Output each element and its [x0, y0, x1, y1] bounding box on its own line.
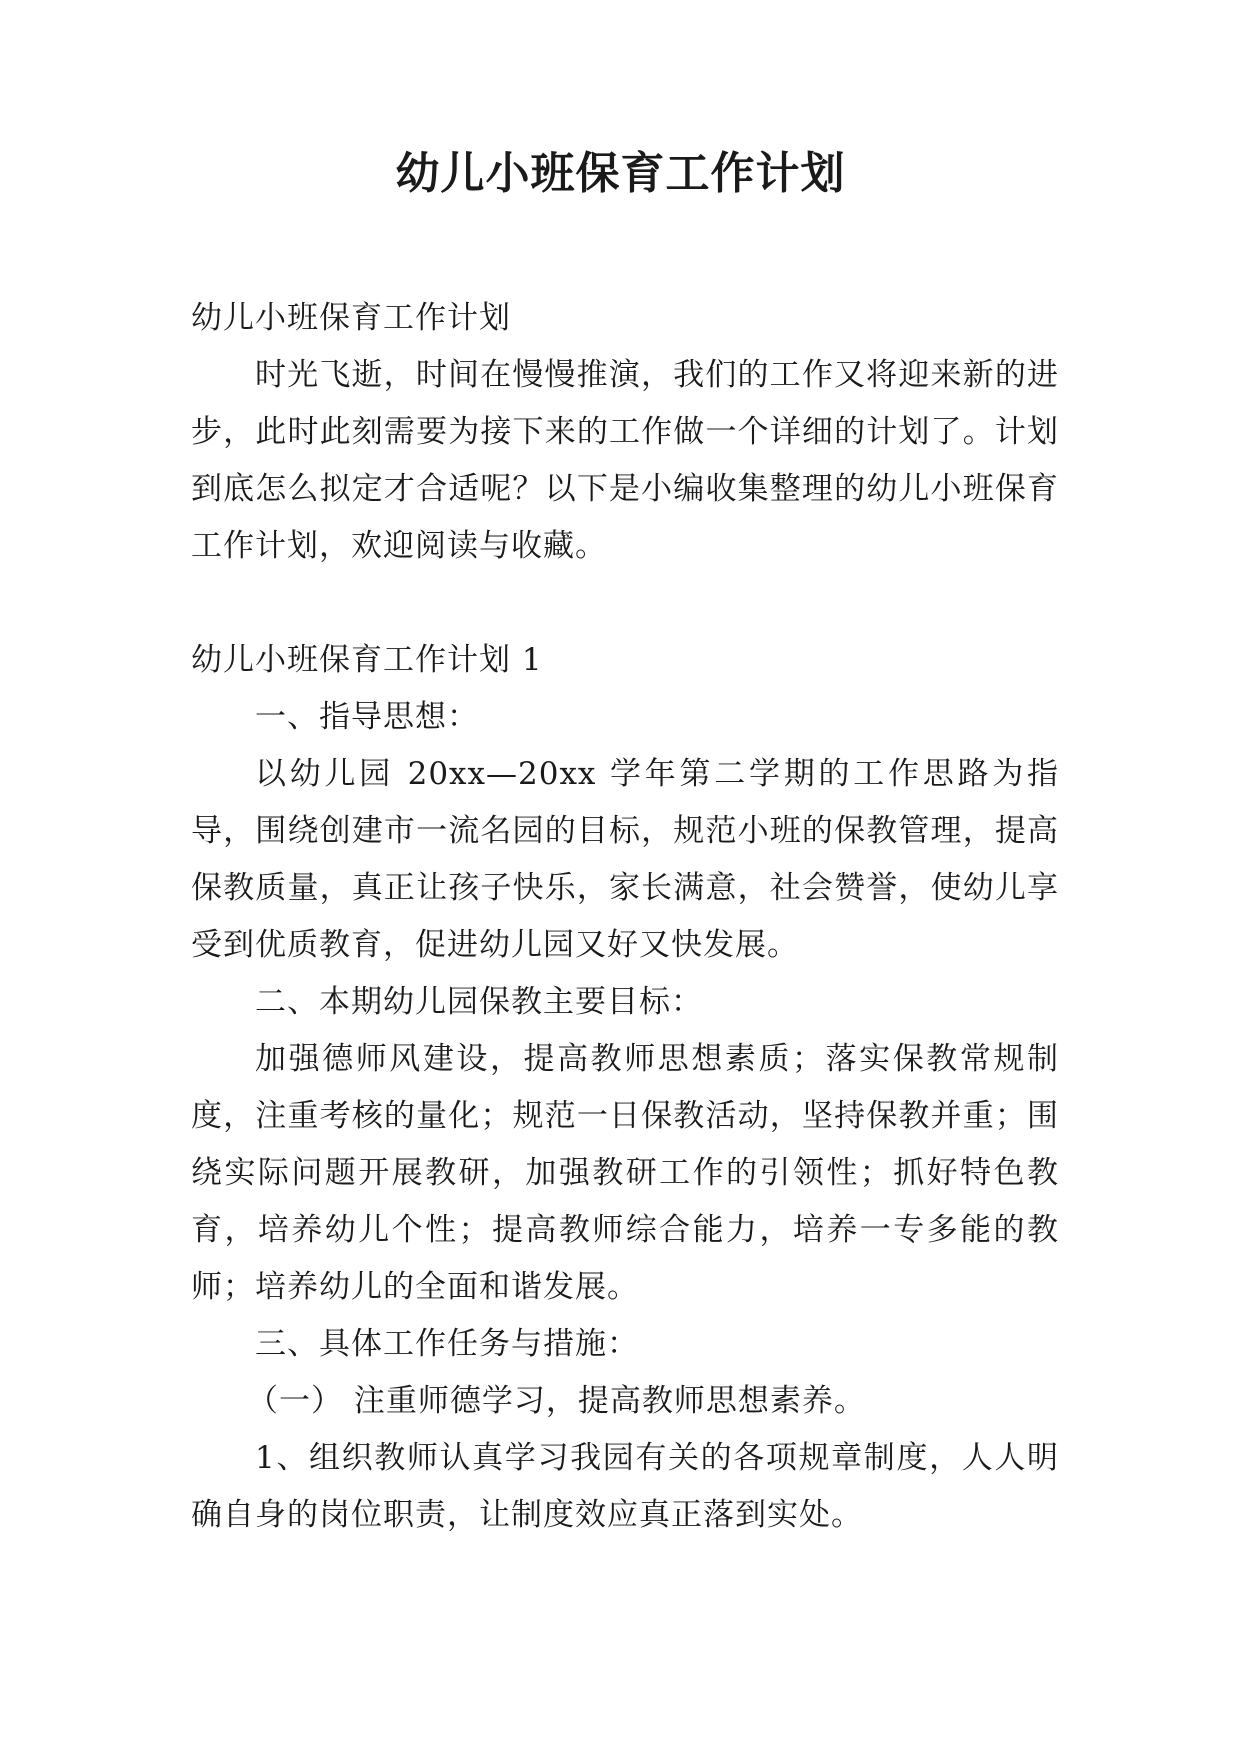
paragraph-main-goals: 加强德师风建设，提高教师思想素质；落实保教常规制度，注重考核的量化；规范一日保教活动，坚持保教并重；围绕实际问题开展教研，加强教研工作的引领性；抓好特色教育，培养幼儿个性；提高教师综合能力，培养一专多能的教师；培养幼儿的全面和谐发展。 — [191, 1041, 1059, 1305]
paragraph-guiding-thought: 以幼儿园 20xx—20xx 学年第二学期的工作思路为指导，围绕创建市一流名园的目标，规范小班的保教管理，提高保教质量，真正让孩子快乐，家长满意，社会赞誉，使幼儿享受到优质教育，促进幼儿园又好又快发展。 — [191, 756, 1059, 963]
section-title: 幼儿小班保育工作计划 1 — [191, 642, 543, 678]
document-subtitle: 幼儿小班保育工作计划 — [191, 300, 511, 336]
heading-main-goals: 二、本期幼儿园保教主要目标： — [255, 984, 703, 1020]
document-body — [191, 290, 1059, 1544]
intro-paragraph: 时光飞逝，时间在慢慢推演，我们的工作又将迎来新的进步，此时此刻需要为接下来的工作做一个详细的计划了。计划到底怎么拟定才合适呢？以下是小编收集整理的幼儿小班保育工作计划，欢迎阅读与收藏。 — [191, 357, 1059, 564]
subheading-ethics-study: （一） 注重师德学习，提高教师思想素养。 — [247, 1383, 866, 1419]
list-item-1: 1、组织教师认真学习我园有关的各项规章制度，人人明确自身的岗位职责，让制度效应真正落到实处。 — [191, 1440, 1059, 1533]
document-title: 幼儿小班保育工作计划 — [395, 148, 846, 199]
heading-guiding-thought: 一、指导思想： — [255, 699, 479, 735]
heading-tasks-measures: 三、具体工作任务与措施： — [255, 1326, 639, 1362]
